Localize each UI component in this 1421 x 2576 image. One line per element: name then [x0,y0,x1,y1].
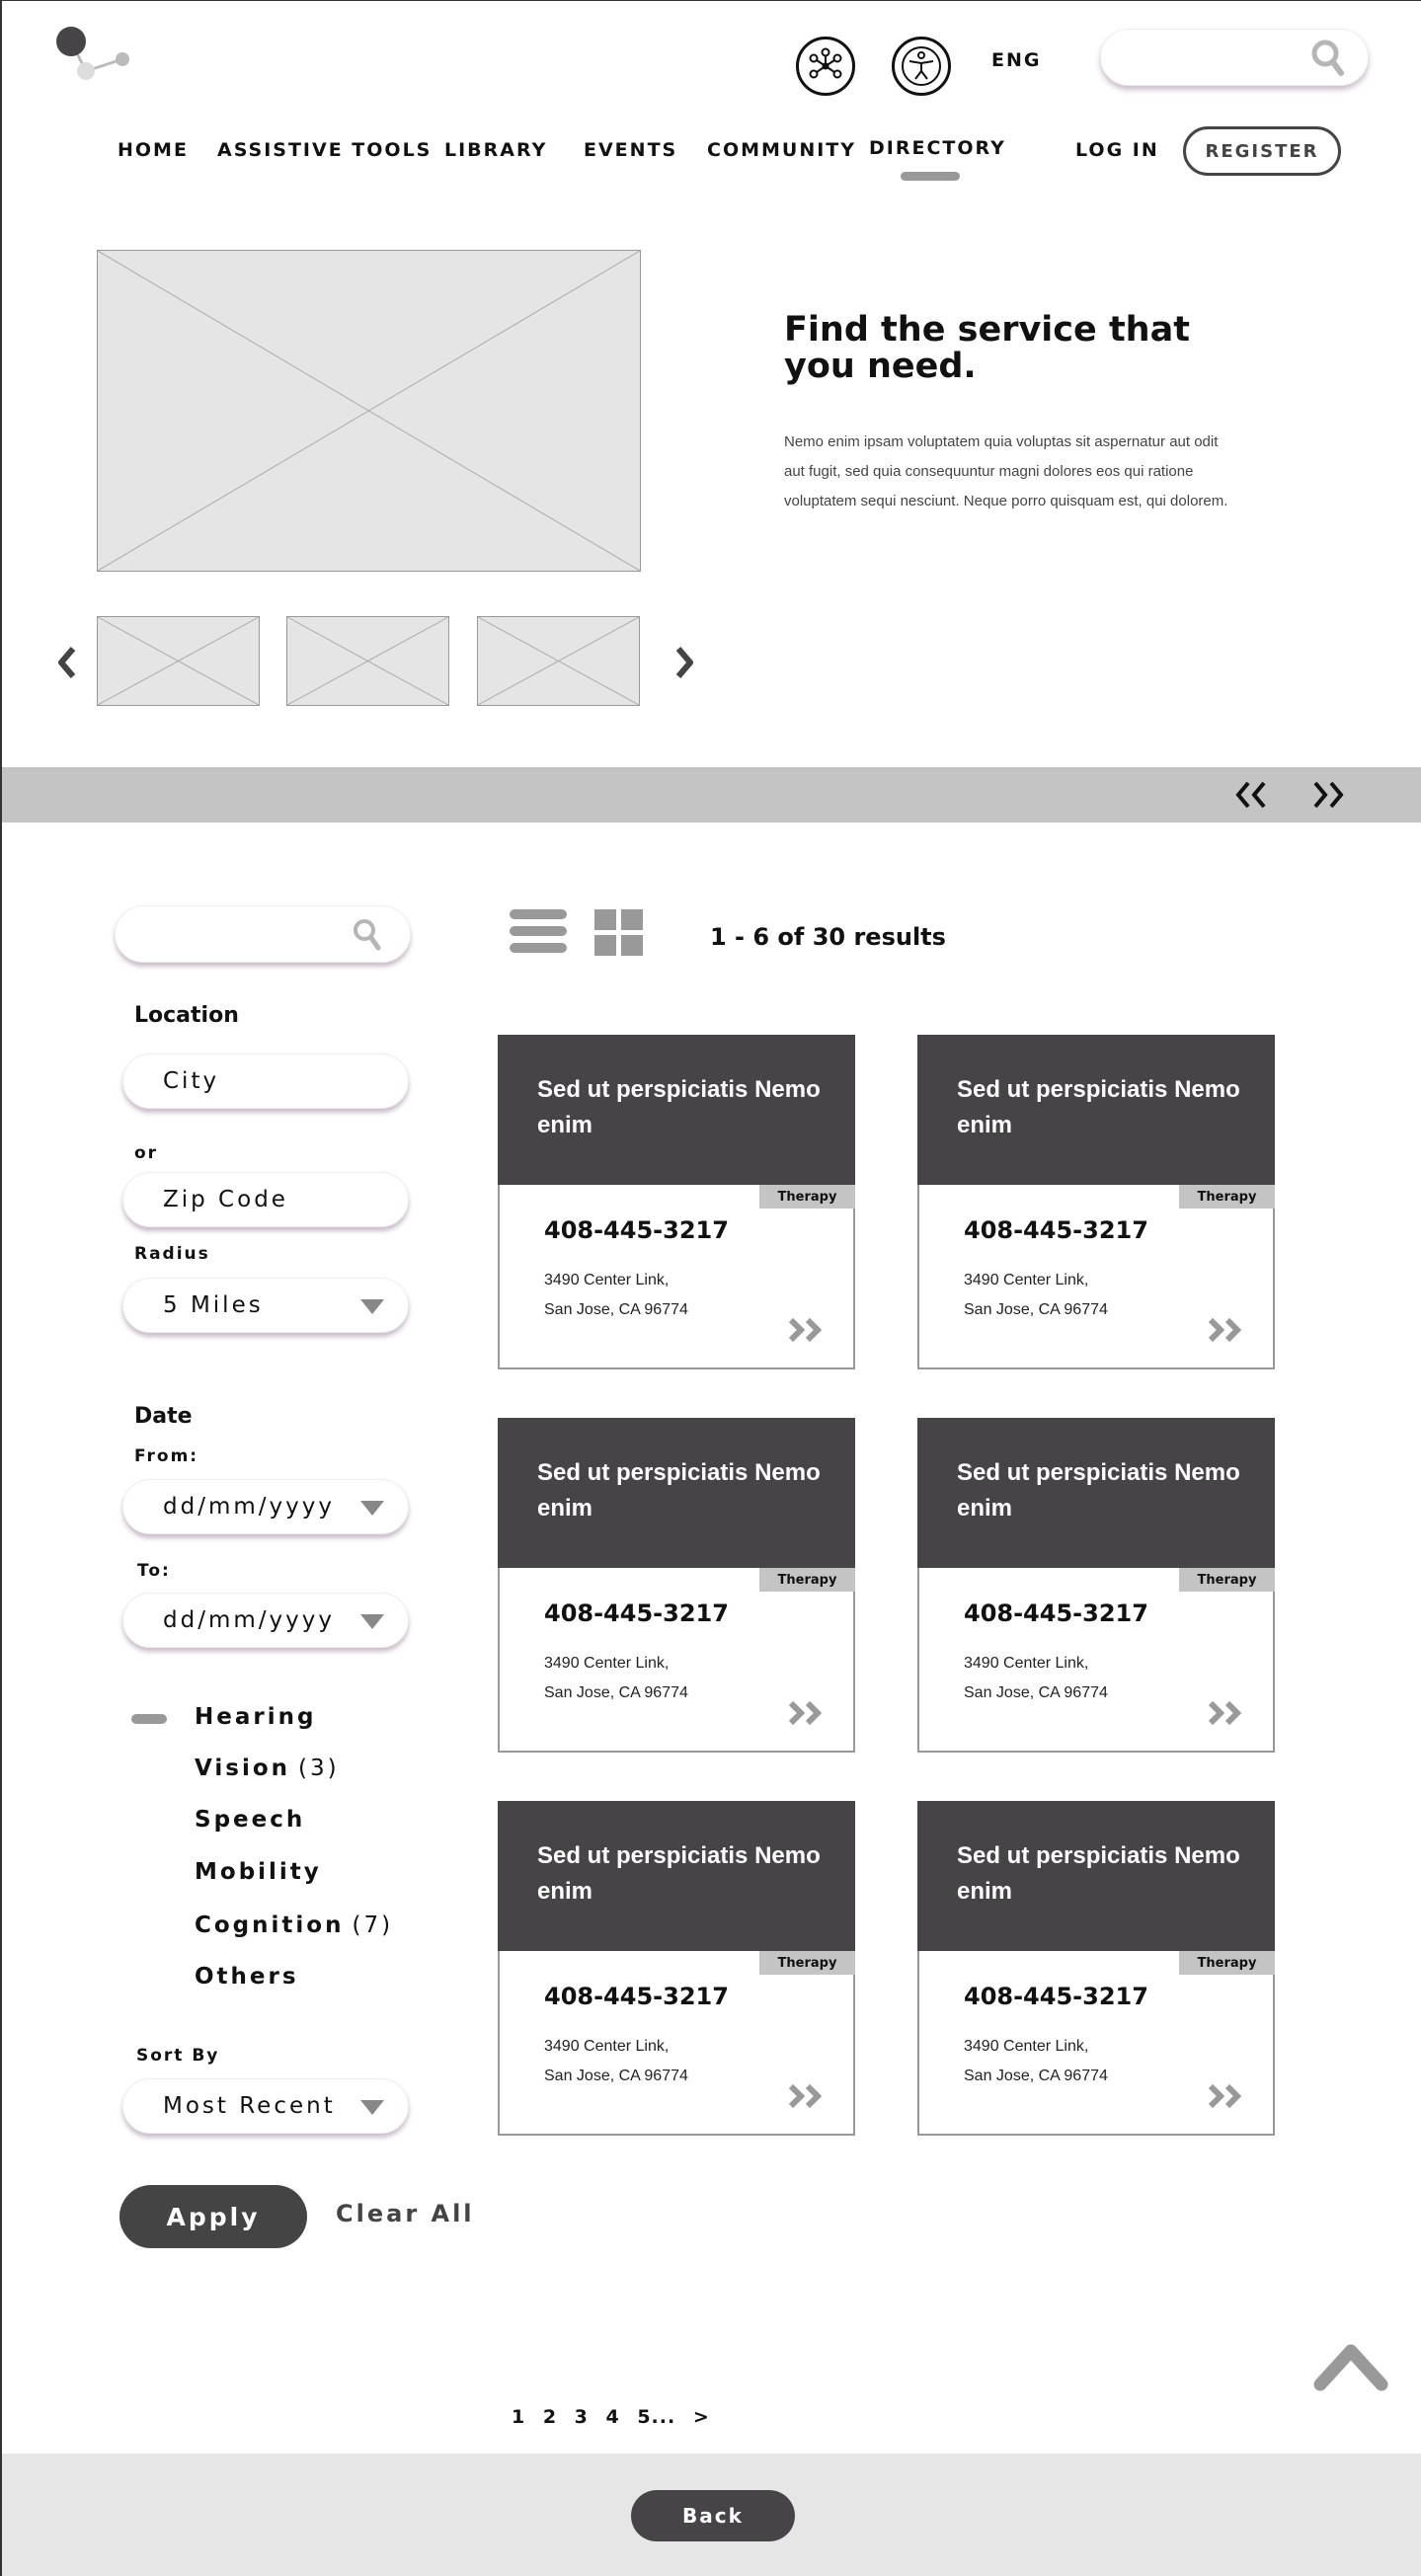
site-logo[interactable] [51,27,140,86]
card-phone: 408-445-3217 [544,1600,729,1627]
section-banner [2,767,1421,822]
card-phone: 408-445-3217 [964,1983,1148,2010]
card-title: Sed ut perspiciatis Nemo enim [537,1459,821,1522]
double-chevron-right-icon[interactable] [1206,1699,1245,1731]
service-card[interactable] [917,1418,1275,1753]
radius-label: Radius [134,1244,210,1264]
category-cognition[interactable]: Cognition (7) [195,1912,394,1938]
category-others[interactable]: Others [195,1964,299,1990]
hero-main-image [97,250,641,572]
search-icon[interactable] [1310,39,1346,82]
card-title: Sed ut perspiciatis Nemo enim [957,1459,1240,1522]
back-button[interactable]: Back [631,2490,795,2541]
card-address: 3490 Center Link, San Jose, CA 96774 [964,1655,1108,1701]
service-card[interactable] [498,1035,855,1369]
dropdown-arrow-icon [360,1501,384,1516]
header-search-input[interactable] [1100,29,1369,86]
service-card[interactable] [917,1801,1275,2136]
nav-community[interactable]: COMMUNITY [707,139,857,161]
category-mobility[interactable]: Mobility [195,1859,322,1885]
from-label: From: [134,1446,199,1466]
card-header [917,1418,1275,1568]
nav-home[interactable]: HOME [118,139,189,161]
network-icon[interactable] [796,37,855,96]
date-from-input[interactable]: dd/mm/yyyy [122,1479,409,1534]
banner-prev-icon[interactable] [1232,777,1272,817]
hero-thumbnail-1[interactable] [97,616,260,706]
service-card[interactable] [917,1035,1275,1369]
or-label: or [134,1143,159,1163]
hero-thumbnail-2[interactable] [286,616,449,706]
double-chevron-right-icon[interactable] [786,1316,826,1348]
list-view-icon[interactable] [510,907,567,959]
service-card[interactable] [498,1418,855,1753]
clear-all-button[interactable]: Clear All [336,2200,475,2227]
nav-active-indicator [901,172,960,181]
double-chevron-right-icon[interactable] [786,2082,826,2114]
card-title: Sed ut perspiciatis Nemo enim [957,1076,1240,1138]
card-title: Sed ut perspiciatis Nemo enim [537,1842,821,1905]
city-input[interactable]: City [122,1054,409,1109]
chevron-right-icon[interactable] [671,643,700,682]
accessibility-icon[interactable] [892,37,951,96]
radius-select[interactable]: 5 Miles [122,1278,409,1333]
card-address: 3490 Center Link, San Jose, CA 96774 [544,1272,688,1318]
category-speech[interactable]: Speech [195,1807,306,1833]
zip-code-input[interactable]: Zip Code [122,1172,409,1227]
register-button[interactable]: REGISTER [1183,126,1341,176]
card-tag: Therapy [759,1185,855,1209]
card-address: 3490 Center Link, San Jose, CA 96774 [964,1272,1108,1318]
sort-select[interactable]: Most Recent [122,2078,409,2134]
nav-directory[interactable]: DIRECTORY [869,137,1006,159]
date-to-input[interactable]: dd/mm/yyyy [122,1593,409,1648]
card-title: Sed ut perspiciatis Nemo enim [537,1076,821,1138]
category-count: (3) [298,1756,340,1781]
dropdown-arrow-icon [360,1614,384,1629]
grid-view-icon[interactable] [594,909,644,961]
location-label: Location [134,1003,239,1028]
hero-title: Find the service that you need. [784,310,1190,386]
card-header [498,1801,855,1951]
card-tag: Therapy [1179,1568,1275,1592]
pagination[interactable]: 1 2 3 4 5... > [512,2406,710,2428]
nav-assistive-tools[interactable]: ASSISTIVE TOOLS [217,139,433,161]
language-selector[interactable]: ENG [991,49,1042,71]
category-hearing[interactable]: Hearing [195,1704,317,1730]
search-icon[interactable] [353,918,382,956]
nav-library[interactable]: LIBRARY [444,139,548,161]
hero-thumbnail-3[interactable] [477,616,640,706]
dropdown-arrow-icon [360,1299,384,1314]
card-tag: Therapy [1179,1951,1275,1975]
double-chevron-right-icon[interactable] [786,1699,826,1731]
category-count: (7) [352,1912,394,1938]
card-header [917,1035,1275,1185]
card-title: Sed ut perspiciatis Nemo enim [957,1842,1240,1905]
to-label: To: [137,1561,171,1581]
service-card[interactable] [498,1801,855,2136]
card-tag: Therapy [1179,1185,1275,1209]
sort-by-label: Sort By [136,2046,220,2066]
card-phone: 408-445-3217 [964,1216,1148,1244]
card-phone: 408-445-3217 [544,1216,729,1244]
login-link[interactable]: LOG IN [1075,139,1159,161]
chevron-left-icon[interactable] [51,643,81,682]
card-tag: Therapy [759,1568,855,1592]
scroll-to-top-icon[interactable] [1312,2339,1389,2398]
card-address: 3490 Center Link, San Jose, CA 96774 [544,2038,688,2084]
results-count: 1 - 6 of 30 results [710,923,946,951]
card-address: 3490 Center Link, San Jose, CA 96774 [544,1655,688,1701]
dropdown-arrow-icon [360,2100,384,2115]
card-address: 3490 Center Link, San Jose, CA 96774 [964,2038,1108,2084]
card-header [498,1035,855,1185]
card-phone: 408-445-3217 [964,1600,1148,1627]
double-chevron-right-icon[interactable] [1206,2082,1245,2114]
collapse-icon[interactable] [131,1714,167,1724]
hero-description: Nemo enim ipsam voluptatem quia voluptas sit aspernatur aut odit aut fugit, sed quia consequuntur magni dolores eos qui ratione voluptatem sequi nesciunt. Neque porro quisquam est, qui dolorem. [784,433,1228,509]
filter-search-input[interactable] [115,905,411,963]
apply-button[interactable]: Apply [119,2185,307,2248]
category-vision[interactable]: Vision (3) [195,1756,340,1781]
card-phone: 408-445-3217 [544,1983,729,2010]
card-header [498,1418,855,1568]
double-chevron-right-icon[interactable] [1206,1316,1245,1348]
card-header [917,1801,1275,1951]
card-tag: Therapy [759,1951,855,1975]
date-label: Date [134,1404,193,1429]
nav-events[interactable]: EVENTS [584,139,678,161]
banner-next-icon[interactable] [1307,777,1347,817]
